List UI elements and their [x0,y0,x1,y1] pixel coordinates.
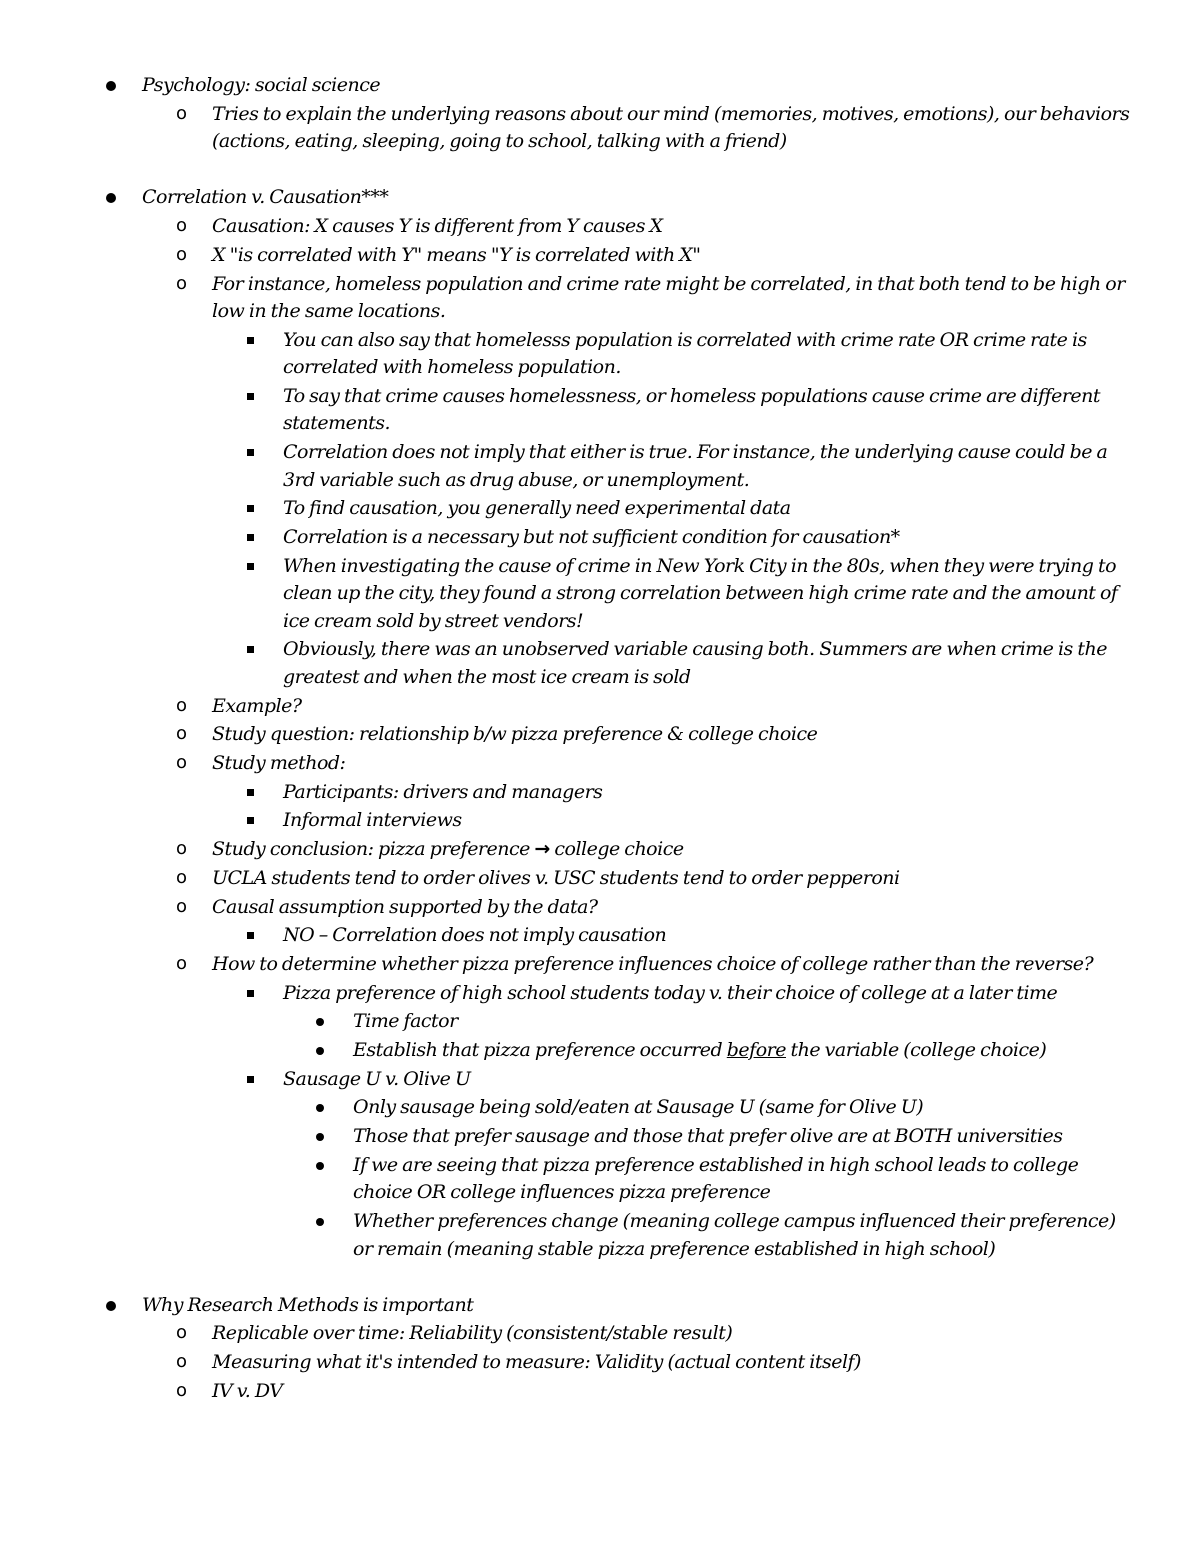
list-item [212,721,1130,749]
list-item [142,184,1130,212]
list-item [353,1152,1130,1207]
list-item [353,1037,1130,1065]
bullet-circle-icon: o [176,952,188,974]
bullet-square-icon [247,534,254,541]
list-item-text: Correlation v. Causation*** [142,186,389,209]
list-item-text: Pizza preference of high school students today v. their choice of college at a later time [283,981,1058,1004]
bullet-square-icon [247,789,254,796]
list-item [283,1066,1130,1094]
list-item [212,213,1130,241]
list-item-text: Only sausage being sold/eaten at Sausage U (same for Olive U) [353,1096,924,1119]
list-item [212,951,1130,979]
bullet-square-icon [247,990,254,997]
list-item [212,242,1130,270]
bullet-square-icon [247,932,254,939]
bullet-square-icon [247,505,254,512]
bullet-dot-icon [316,1133,324,1141]
list-item-text: Study method: [212,752,346,774]
list-item-text: college choice [549,838,684,861]
list-item-text: When investigating the cause of crime in New York City in the 80s, when they were trying to clean up the city, they found a strong correlation between high crime rate and the amount of ice cream sold by street vendors! [283,554,1118,632]
bullet-square-icon [247,563,254,570]
bullet-circle-icon: o [176,215,188,237]
bullet-dot-icon [316,1218,324,1226]
list-item [212,836,1130,864]
list-item [353,1208,1130,1263]
list-item-text: To say that crime causes homelessness, or homeless populations cause crime are different statements. [283,384,1101,435]
list-item-text: For instance, homeless population and crime rate might be correlated, in that both tend to be high or low in the same locations. [212,272,1125,322]
list-item-text: If we are seeing that pizza preference established in high school leads to college choice OR college influences pizza preference [353,1153,1079,1204]
list-item [212,1320,1130,1348]
bullet-dot-icon [316,1018,324,1026]
bullet-circle-icon: o [176,272,188,294]
list-item-text: Participants: drivers and managers [283,780,603,803]
list-item [142,1292,1130,1320]
bullet-dot-icon [106,81,116,91]
bullet-square-icon [247,449,254,456]
bullet-square-icon [247,1076,254,1083]
bullet-circle-icon: o [176,838,188,860]
list-item-text: To find causation, you generally need experimental data [283,497,791,520]
list-item-text: Sausage U v. Olive U [283,1067,471,1090]
bullet-circle-icon: o [176,102,188,124]
list-item-text: Those that prefer sausage and those that prefer olive are at BOTH universities [353,1125,1063,1148]
right-arrow-icon: → [534,838,550,861]
bullet-dot-icon [316,1104,324,1112]
list-item-text: Study conclusion: pizza preference [212,838,535,861]
list-item [353,1094,1130,1122]
list-item-text: Informal interviews [283,809,462,832]
bullet-circle-icon: o [176,243,188,265]
bullet-dot-icon [106,1301,116,1311]
list-item [212,1378,1130,1406]
list-item [353,1008,1130,1036]
bullet-square-icon [247,817,254,824]
list-item-text: Causal assumption supported by the data? [212,895,598,918]
bullet-dot-icon [106,193,116,203]
list-item-text: Replicable over time: Reliability (consistent/stable result) [212,1322,733,1345]
list-item [212,271,1130,326]
list-item [283,495,1130,523]
list-item-text: IV v. DV [212,1379,283,1402]
list-item-text: NO – Correlation does not imply causation [283,924,667,947]
list-item-text: Measuring what it's intended to measure: Validity (actual content itself) [212,1351,861,1374]
bullet-circle-icon: o [176,866,188,888]
list-item-text: Study question: relationship b/w pizza preference & college choice [212,723,818,746]
list-item [212,693,1130,721]
list-item-text: Time factor [353,1010,458,1033]
bullet-circle-icon: o [176,895,188,917]
list-item [353,1123,1130,1151]
list-item-text: the variable (college choice) [785,1039,1047,1061]
list-item-text: Tries to explain the underlying reasons about our mind (memories, motives, emotions), our behaviors (actions, eating, sleeping, going to school, talking with a friend) [212,102,1130,153]
underlined-word: before [726,1039,786,1061]
bullet-circle-icon: o [176,1379,188,1401]
list-item [142,72,1130,100]
list-item [212,1349,1130,1377]
list-item [283,327,1130,382]
list-item [283,439,1130,494]
list-item [283,636,1130,691]
list-item-text: You can also say that homelesss population is correlated with crime rate OR crime rate is correlated with homeless population. [283,328,1087,379]
bullet-square-icon [247,646,254,653]
list-item-text: Psychology: social science [142,74,381,96]
list-item-text: Correlation is a necessary but not sufficient condition for causation* [283,526,900,548]
list-item-text: How to determine whether pizza preference influences choice of college rather than the reverse? [212,952,1094,975]
bullet-dot-icon [316,1047,324,1055]
list-item-text: Establish that pizza preference occurred [353,1039,727,1061]
bullet-square-icon [247,337,254,344]
list-item-text: Causation: X causes Y is different from Y causes X [212,215,663,238]
list-item [283,807,1130,835]
list-item [283,524,1130,552]
list-item [283,383,1130,438]
list-item-text: Why Research Methods is important [142,1293,474,1316]
list-item [283,980,1130,1008]
list-item-text: UCLA students tend to order olives v. USC students tend to order pepperoni [212,866,900,889]
list-item [212,101,1130,156]
bullet-circle-icon: o [176,694,188,716]
list-item-text: Obviously, there was an unobserved variable causing both. Summers are when crime is the greatest and when the most ice cream is sold [283,638,1107,688]
list-item [283,553,1130,636]
list-item-text: Example? [212,694,302,717]
bullet-square-icon [247,393,254,400]
list-item-text: Whether preferences change (meaning college campus influenced their preference) or remain (meaning stable pizza preference established in high school) [353,1210,1116,1260]
bullet-dot-icon [316,1162,324,1170]
bullet-circle-icon: o [176,1351,188,1373]
bullet-circle-icon: o [176,1322,188,1344]
bullet-circle-icon: o [176,752,188,773]
list-item [212,750,1130,778]
list-item [283,922,1130,950]
list-item-text: Correlation does not imply that either is true. For instance, the underlying cause could be a 3rd variable such as drug abuse, or unemployment. [283,441,1108,491]
list-item [212,865,1130,893]
list-item [283,779,1130,807]
bullet-circle-icon: o [176,723,188,745]
list-item [212,894,1130,922]
list-item-text: X "is correlated with Y" means "Y is correlated with X" [212,243,701,266]
